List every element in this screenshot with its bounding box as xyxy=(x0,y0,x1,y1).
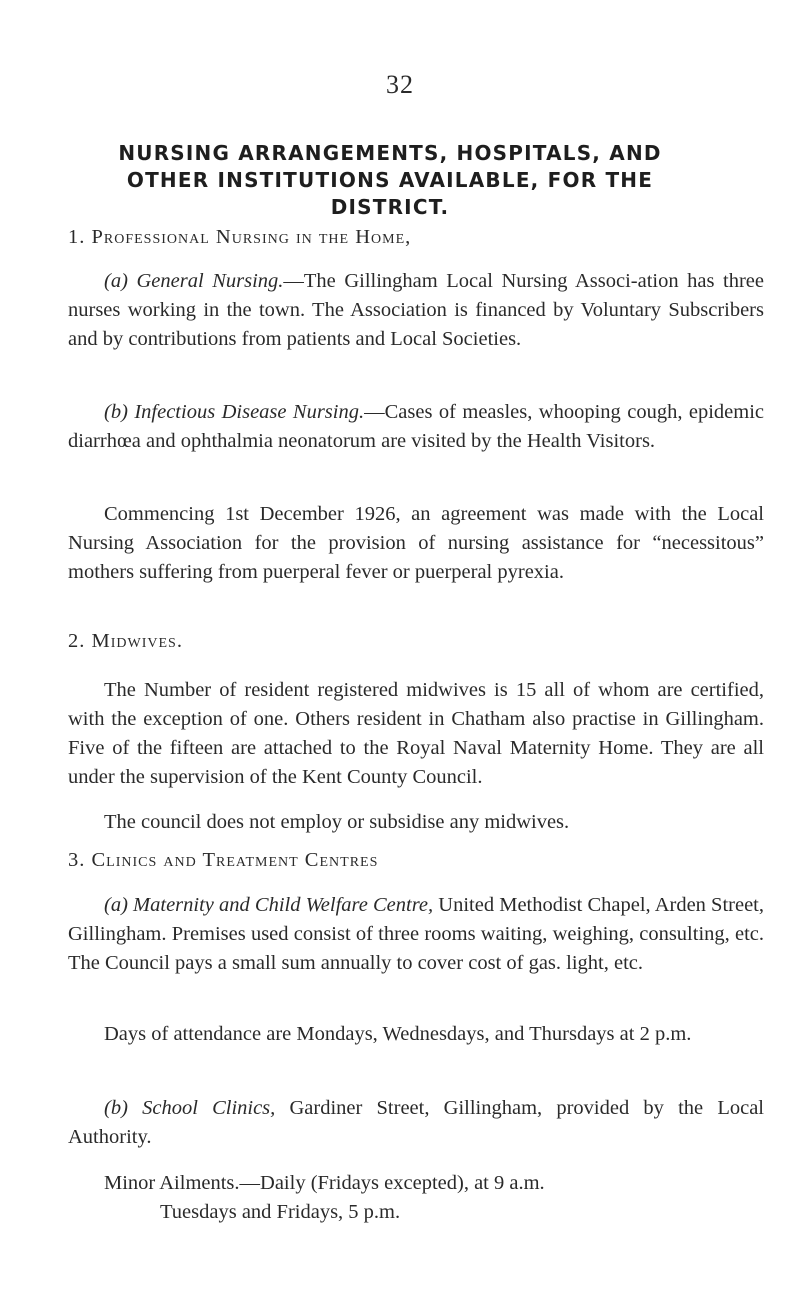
section-1b-paragraph xyxy=(68,398,764,456)
section-3b-title: School Clinics, xyxy=(142,1097,276,1119)
section-1a-title: General Nursing. xyxy=(136,270,284,292)
section-3a-paragraph xyxy=(68,891,764,978)
section-1b-text: —Cases of measles, whooping cough, epidemic diarrhœa and ophthalmia neonatorum are visited by the Health Visitors. xyxy=(68,401,765,452)
section-1a-label: (a) xyxy=(104,270,128,292)
section-2-paragraph-1: The Number of resident registered midwives is 15 all of whom are certified, with the exception of one. Others resident in Chatham also practise in Gillingham. Five of the fifteen are attached to the Royal Naval Maternity Home. They are all under the supervision of the Kent County Council. xyxy=(68,679,764,788)
section-2-paragraph-2: The council does not employ or subsidise any midwives. xyxy=(104,811,570,833)
section-3b-paragraph xyxy=(68,1094,764,1152)
tuesdays-fridays-line: Tuesdays and Fridays, 5 p.m. xyxy=(160,1201,401,1223)
section-3b-text: Gardiner Street, Gillingham, provided by the Local Authority. xyxy=(68,1097,764,1148)
section-1b-title: Infectious Disease Nursing. xyxy=(134,401,365,423)
page-title: NURSING ARRANGEMENTS, HOSPITALS, AND OTHER INSTITUTIONS AVAILABLE, FOR THE DISTRICT. xyxy=(118,141,662,219)
section-3a-title: Maternity and Child Welfare Centre, xyxy=(133,894,434,916)
section-3b-label: (b) xyxy=(104,1097,128,1119)
section-3-days-paragraph: Days of attendance are Mondays, Wednesdays, and Thursdays at 2 p.m. xyxy=(104,1023,692,1045)
section-1-commencing-paragraph: Commencing 1st December 1926, an agreement was made with the Local Nursing Association for the provision of nursing assistance for “necessitous” mothers suffering from puerperal fever or puerperal pyrexia. xyxy=(68,503,764,583)
section-1a-paragraph xyxy=(68,267,764,354)
section-1a-text: —The Gillingham Local Nursing Associ-ation has three nurses working in the town. The Association is financed by Voluntary Subscribers and by contributions from patients and Local Societies. xyxy=(68,270,765,350)
section-1-heading: 1. Professional Nursing in the Home, xyxy=(68,226,412,248)
page-number: 32 xyxy=(386,70,414,99)
section-3a-text: United Methodist Chapel, Arden Street, Gillingham. Premises used consist of three rooms waiting, weighing, consulting, etc. The Council pays a small sum annually to cover cost of gas. light, etc. xyxy=(68,894,764,974)
section-2-heading: 2. Midwives. xyxy=(68,630,183,652)
section-3-heading: 3. Clinics and Treatment Centres xyxy=(68,849,379,871)
section-1b-label: (b) xyxy=(104,401,128,423)
section-3a-label: (a) xyxy=(104,894,128,916)
minor-ailments-line: Minor Ailments.—Daily (Fridays excepted), at 9 a.m. xyxy=(104,1172,545,1194)
